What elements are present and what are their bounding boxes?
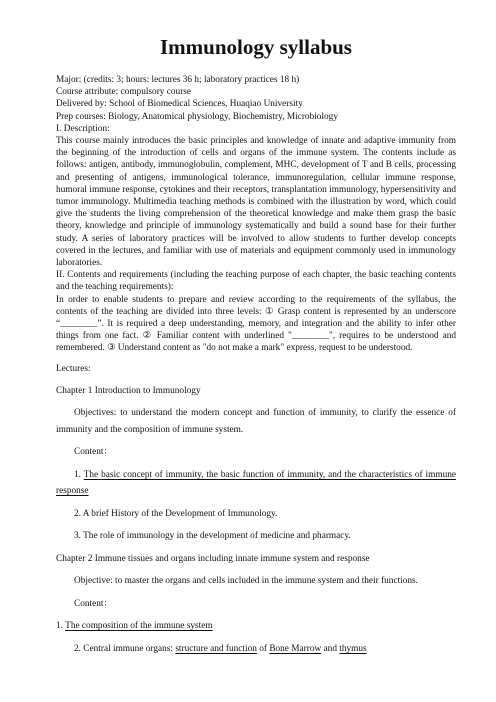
description-heading: I. Description: <box>56 123 110 134</box>
chapter1-title: Chapter 1 Introduction to Immunology <box>56 385 201 396</box>
description-body: This course mainly introduces the basic principles and knowledge of innate and adaptive immunity from the beginning of the introduction of cells and organs of the immune system. The contents include as follows: antigen, antibody, immunoglobulin, complement, MHC, development of T and B cells, processing and presenting of antigens, immunological tolerance, immunoregulation, cellular immune response, humoral immune response, cytokines and their receptors, transplantation immunology, hypersensitivity and tumor immunology. Multimedia teaching methods is combined with the illustration by word, which could give the students the living comprehension of the theoretical knowledge and make them grasp the basic theory, knowledge and principle of immunology systematically and build a sound base for their further study. A series of laboratory practices will be involved to allow students to further develop concepts covered in the lectures, and familiar with use of materials and equipment commonly used in immunology laboratories. <box>56 136 456 269</box>
chapter2-item-2-of: of <box>256 643 270 654</box>
chapter1-content-label: Content： <box>74 447 113 458</box>
chapter2-title: Chapter 2 Immune tissues and organs including innate immune system and response <box>56 553 370 564</box>
chapter2-item-2-and: and <box>321 643 340 654</box>
major-line: Major: (credits: 3; hours: lectures 36 h; laboratory practices 18 h) <box>56 75 300 85</box>
chapter2-item-2 <box>56 641 456 658</box>
chapter1-objectives: Objectives: to understand the modern concept and function of immunity, to clarify the essence of immunity and the composition of immune system. <box>56 408 456 435</box>
chapter1-item-3: 3. The role of immunology in the development of medicine and pharmacy. <box>74 531 351 542</box>
chapter2-item-2-prefix: 2. Central immune organs: <box>74 643 176 654</box>
chapter1-item-1-text: The basic concept of immunity, the basic function of immunity, and the characteristics of immune response <box>56 469 456 497</box>
prep-courses-line: Prep courses: Biology, Anatomical physiology, Biochemistry, Microbiology <box>56 111 338 122</box>
chapter2-item-2-u1: structure and function <box>175 643 257 654</box>
syllabus-page <box>56 34 456 657</box>
chapter2-item-2-u2: Bone Marrow <box>269 643 322 654</box>
chapter2-item-2-u3: thymus <box>339 643 367 654</box>
chapter2-objectives: Objective: to master the organs and cells included in the immune system and their functions. <box>74 576 418 587</box>
chapter2-item-1-text: The composition of the immune system <box>65 621 213 632</box>
chapter2-content-label: Content： <box>74 598 113 609</box>
delivered-by-line: Delivered by: School of Biomedical Sciences, Huaqiao University <box>56 99 303 110</box>
chapter1-item-1-number: 1. <box>74 469 81 480</box>
course-attribute-line: Course attribute: compulsory course <box>56 87 192 98</box>
page-title: Immunology syllabus <box>160 35 352 59</box>
chapter1-item-1 <box>56 467 456 500</box>
contents-heading: II. Contents and requirements (including the teaching purpose of each chapter, the basic teaching contents and the teaching requirements): <box>56 270 456 293</box>
lectures-label: Lectures: <box>56 363 91 374</box>
chapter2-item-1 <box>56 618 456 635</box>
chapter2-item-1-number: 1. <box>56 621 63 632</box>
chapter1-item-2: 2. A brief History of the Development of Immunology. <box>74 508 278 519</box>
contents-body: In order to enable students to prepare and review according to the requirements of the syllabus, the contents of the teaching are divided into three levels: ① Grasp content is represented by an underscore “________”. It is required a deep understanding, memory, and integration and the ability to infer other things from one fact. ② Familiar content with underlined "________", requires to be understood and remembered. ③ Understand content as "do not make a mark" express, request to be understood. <box>56 294 456 354</box>
